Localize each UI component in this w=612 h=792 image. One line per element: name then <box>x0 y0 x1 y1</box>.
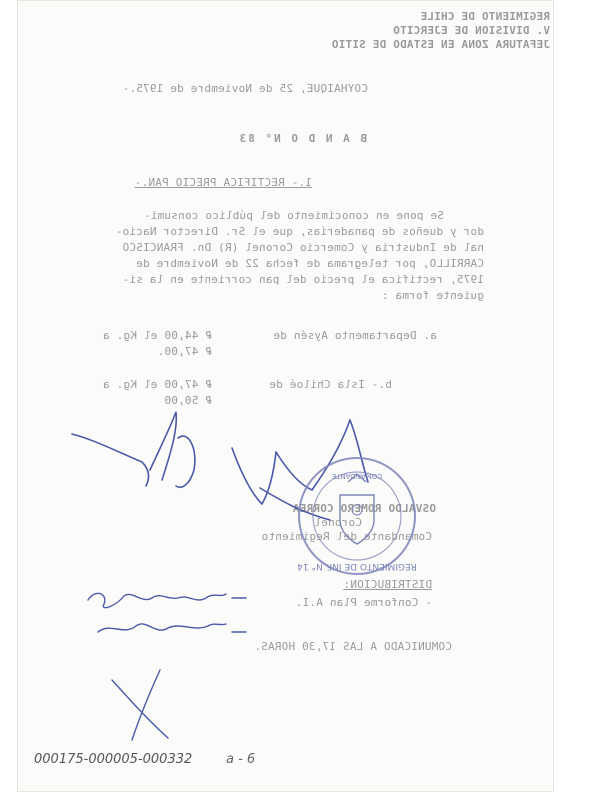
svg-text:REGIMIENTO DE INF. N° 14: REGIMIENTO DE INF. N° 14 <box>297 561 417 571</box>
signatory-name: OSVALDO ROMERO CORREA <box>292 502 436 515</box>
place-date: COYHAIQUE, 25 de Noviembre de 1975.- <box>122 82 368 95</box>
item-a-old-price: ₽ 44,00 el Kg. a <box>102 329 212 342</box>
signatory-rank: Coronel <box>314 516 362 529</box>
section-heading: 1.- RECTIFICA PRECIO PAN.- <box>134 176 312 189</box>
item-b-old-price: ₽ 47,00 el Kg. a <box>102 378 212 391</box>
doc-title: B A N D O N° 83 <box>237 132 367 145</box>
distribution-item: - Conforme Plan A.I. <box>295 596 432 609</box>
item-b-label: b.- Isla Chiloé de <box>269 378 392 391</box>
item-a-new-price: ₽ 47,00. <box>157 345 212 358</box>
document-id: 000175-000005-000332 <box>34 752 193 767</box>
item-a-label: a. Departamento Aysén de <box>273 329 437 342</box>
body-line: Se pone en conocimiento del público consumi- <box>143 209 444 222</box>
header-line-3: JEFATURA ZONA EN ESTADO DE SITIO <box>331 38 550 51</box>
header-line-1: REGIMIENTO DE CHILE <box>420 10 550 23</box>
broadcast-note: COMUNICADO A LAS 17,30 HORAS. <box>254 640 452 653</box>
signature-scribble <box>72 412 368 520</box>
header-line-2: V. DIVISION DE EJERCITO <box>393 24 550 37</box>
body-line: nal de Industria y Comercio Coronel (R) Dn. FRANCISCO <box>122 241 484 254</box>
item-b-new-price: ₽ 50,00 <box>164 394 212 407</box>
body-line: dor y dueños de panaderías, que el Sr. Director Nacio- <box>115 225 484 238</box>
document-page-note: a - 6 <box>226 752 256 767</box>
body-line: CARRILLO, por telegrama de fecha 22 de Noviembre de <box>136 257 484 270</box>
svg-text:COMANDANTE: COMANDANTE <box>331 472 383 480</box>
distribution-heading: DISTRIBUCION: <box>343 578 432 591</box>
body-line: 1975, rectifica el precio del pan corriente en la si- <box>122 273 484 286</box>
signatory-role: Comandante del Regimiento <box>261 530 432 543</box>
body-line: guiente forma : <box>381 289 484 302</box>
handwritten-notes <box>88 593 246 740</box>
